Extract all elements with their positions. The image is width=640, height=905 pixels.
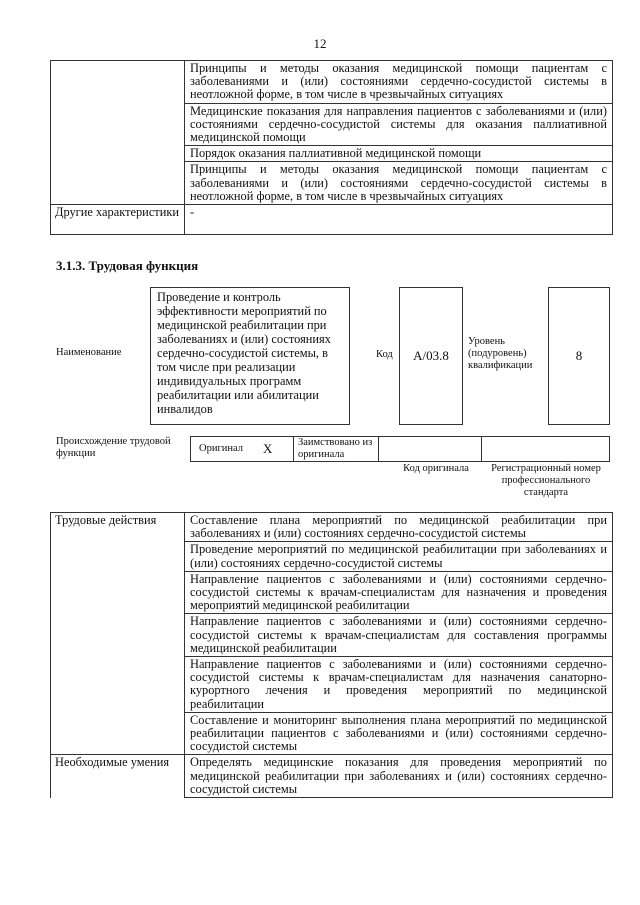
table-cell-text: Порядок оказания паллиативной медицинской помощи — [185, 146, 613, 162]
table-cell-text: Направление пациентов с заболеваниями и (или) состояниями сердечно-сосудистой системы к врачам-специалистам для назначения санаторно-курортного лечения и проведения мероприятий по медицинской реабилитации — [185, 657, 613, 713]
reg-number-caption: Регистрационный номер профессионального стандарта — [491, 463, 601, 498]
function-name-value: Проведение и контроль эффективности мероприятий по медицинской реабилитации при заболеваниях и (или) состояниях сердечно-сосудистой системы, в том числе при реализации индивидуальных программ реабилитации или абилитации инвалидов — [157, 290, 331, 416]
actions-label: Трудовые действия — [51, 513, 185, 755]
table-cell-text: Направление пациентов с заболеваниями и (или) состояниями сердечно-сосудистой системы к врачам-специалистам для назначения и проведения мероприятий медицинской реабилитации — [185, 571, 613, 614]
function-name-box — [150, 287, 350, 425]
other-characteristics-label: Другие характеристики — [51, 205, 185, 235]
table-cell-text: Составление и мониторинг выполнения плана мероприятий по медицинской реабилитации пациентов с заболеваниями и (или) состояниями сердечно-сосудистой системы — [185, 712, 613, 755]
level-value: 8 — [575, 348, 583, 363]
level-box — [548, 287, 610, 425]
borrowed-cell — [293, 436, 379, 462]
table-cell-text: Составление плана мероприятий по медицинской реабилитации при заболеваниях и (или) состояниях сердечно-сосудистой системы — [185, 513, 613, 542]
code-original-cell — [378, 436, 482, 462]
table-cell-text: Принципы и методы оказания медицинской помощи пациентам с заболеваниями и (или) состояниями сердечно-сосудистой системы в неотложной форме, в том числе в чрезвычайных ситуациях — [185, 162, 613, 205]
origin-label: Происхождение трудовой функции — [56, 436, 171, 459]
table-row — [51, 205, 613, 235]
code-box — [399, 287, 463, 425]
table-row — [51, 513, 613, 542]
table-row — [51, 755, 613, 798]
work-actions-table — [50, 512, 613, 798]
table-cell-label — [51, 61, 185, 205]
page-number: 12 — [313, 36, 327, 51]
original-label: Оригинал — [199, 443, 243, 454]
knowledge-table — [50, 60, 613, 235]
code-value: А/03.8 — [413, 348, 449, 363]
original-mark: X — [263, 441, 273, 456]
table-row — [51, 61, 613, 104]
table-cell-text: Медицинские показания для направления пациентов с заболеваниями и (или) состояниями сердечно-сосудистой системы для оказания паллиативной медицинской помощи — [185, 103, 613, 146]
table-cell-text: Определять медицинские показания для проведения мероприятий по медицинской реабилитации при заболеваниях и (или) состояниях сердечно-сосудистой системы — [185, 755, 613, 798]
skills-label: Необходимые умения — [51, 755, 185, 798]
table-cell-text: Принципы и методы оказания медицинской помощи пациентам с заболеваниями и (или) состояниями сердечно-сосудистой системы в неотложной форме, в том числе в чрезвычайных ситуациях — [185, 61, 613, 104]
code-original-caption: Код оригинала — [403, 463, 469, 474]
name-label: Наименование — [56, 347, 122, 358]
table-cell-text: Проведение мероприятий по медицинской реабилитации при заболеваниях и (или) состояниях сердечно-сосудистой системы — [185, 542, 613, 571]
borrowed-label: Заимствовано из оригинала — [298, 437, 373, 460]
reg-number-cell — [481, 436, 610, 462]
original-cell — [190, 436, 294, 462]
table-cell-text: Направление пациентов с заболеваниями и (или) состояниями сердечно-сосудистой системы к врачам-специалистам для составления программы медицинской реабилитации — [185, 614, 613, 657]
table-cell-text: - — [185, 205, 613, 235]
section-title: 3.1.3. Трудовая функция — [56, 258, 199, 273]
origin-row — [190, 436, 610, 462]
code-label: Код — [376, 349, 393, 360]
level-label: Уровень (подуровень) квалификации — [468, 336, 533, 371]
